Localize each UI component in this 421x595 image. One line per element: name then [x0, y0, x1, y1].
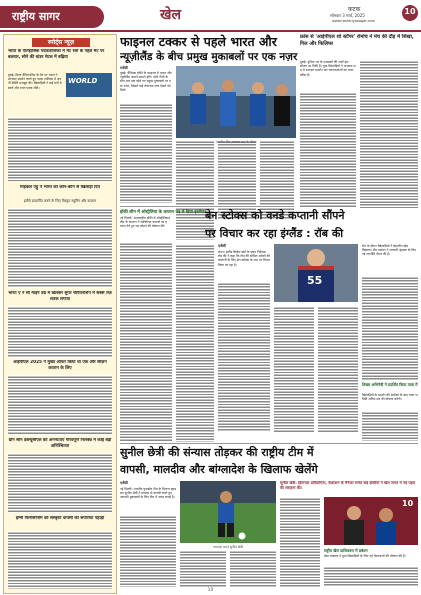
top-story-photo-caption: भारतीय टीम अभ्यास सत्र के दौरान — [215, 140, 257, 144]
chhetri-photo-caption: अभ्यास करते सुनील छेत्री — [213, 545, 243, 549]
news-item-2-subtitle: इमीवे प्रत्यार्पित करने के लिए विस्तृत ट्यूनिंग और कप्तान — [23, 199, 97, 203]
right-column-brief-title: शिखर अभिनेत्री ने प्रदर्शित किया यात्रा में — [362, 382, 418, 387]
stokes-headline-1: बेन स्टोक्स को वनडे कप्तानी सौंपने — [205, 209, 345, 222]
page-number: 10 — [404, 7, 416, 16]
middle-brief-title: हॉकी लीग में ऑस्ट्रेलिया के कप्तान पद में दिया इस्तीफा — [120, 210, 207, 215]
chhetri-body: नई दिल्ली। भारतीय फुटबॉल टीम के दिग्गज स्ट्राइकर सुनील छेत्री ने संन्यास से वापसी करते हुए आगामी मुकाबलों के लिए टीम में जगह बनाई है। — [120, 487, 176, 500]
news-item-5-title: ग्रीन सीन डब्ल्यूसीएल की अनन्यताएं गौरवपूर्ण निलंबन्न में कोई बड़ी अनिश्चितता — [8, 438, 112, 449]
right-column-body: मैच के दौरान खिलाड़ियों ने बेहतरीन खेल दिखाया। टीम प्रबंधन ने आगामी श्रृंखला के लिए नई रणनीति तैयार की है। — [362, 244, 417, 257]
news-item-6-text — [8, 531, 112, 589]
news-item-1-body: मुंबई। विश्व चैंपियनशिप के मैट पर भारत ने शानदार प्रदर्शन करते हुए पदक तालिका में अपनी स्थिति मजबूत की। खिलाड़ियों ने कई वर्गों में स्वर्ण और रजत पदक जीते। — [8, 73, 62, 90]
stokes-byline: एजेंसी — [218, 244, 226, 248]
news-item-4-text — [8, 375, 112, 435]
news-item-2-title: माइकल एंड्रू ने भारत को कौन-कौन से खिलाड़ी दिए — [20, 185, 100, 190]
header-date: सोमवार 3 मार्च, 2025 — [330, 13, 365, 18]
chhetri-text-col2 — [180, 550, 226, 587]
stokes-photo — [274, 244, 358, 302]
news-item-3-text — [8, 306, 112, 358]
masthead-bar — [0, 0, 421, 34]
masthead-title: राष्ट्रीय सागर — [12, 10, 60, 23]
world-photo — [66, 73, 112, 97]
jersey-number: 55 — [307, 274, 323, 287]
footer-page-marker: 10 — [207, 588, 214, 593]
news-item-1-text — [8, 117, 112, 181]
chhetri-rule — [120, 443, 418, 444]
top-story-text-col1 — [120, 103, 172, 203]
bottom-right-photo — [324, 497, 418, 545]
bottom-right-text-col1 — [280, 497, 320, 587]
news-item-5-text — [8, 453, 112, 513]
news-item-3-title: भारत ए ने सी माइने उम्र में खेलकर सुपर चैंपियनशिप में सबसे तेज़ शतक लगाया — [8, 291, 112, 302]
chhetri-text-col1 — [120, 515, 176, 587]
chhetri-headline-1: सुनील छेत्री की संन्यास तोड़कर की राष्ट्रीय टीम में — [120, 446, 314, 459]
section-title: खेल — [160, 7, 181, 23]
stokes-text-col1 — [218, 282, 270, 432]
right-top-text-col1 — [300, 92, 356, 208]
right-column-brief-text — [362, 411, 418, 441]
bottom-right-brief-body: खेल मंत्रालय ने युवा खिलाड़ियों के लिए नई योजनाओं की घोषणा की है। — [324, 554, 406, 558]
top-story-headline-2: न्यूज़ीलैंड के बीच प्रमुख मुकाबलों पर एक नज़र — [120, 51, 298, 63]
top-story-text-col4 — [260, 140, 294, 220]
chhetri-text-col3 — [230, 550, 276, 587]
chhetri-photo — [180, 481, 276, 543]
top-story-text-col3 — [218, 140, 256, 220]
stokes-text-col3 — [274, 306, 314, 432]
news-item-6-title: हम्मी फिनीसीनीम को संस्कृति वापसी की संपत्तियां पहाड़ी — [15, 516, 105, 521]
stokes-text-col4 — [318, 306, 358, 432]
right-top-body: मुंबई। दुनिया भर के प्रशंसकों की नज़रें इस सीज़न पर टिकी हैं। युवा खिलाड़ियों ने अभ्यास सत्र में शानदार प्रदर्शन कर चयनकर्ताओं का ध्यान खींचा है। — [300, 60, 356, 77]
chhetri-headline-2: वापसी, मालदीव और बांग्लादेश के खिलाफ खेलेंगे — [120, 463, 318, 476]
top-story-body: दुबई। चैंपियंस ट्रॉफी के फाइनल में भारत और न्यूज़ीलैंड आमने-सामने होंगे। दोनों टीमों के बीच अब तक खेले गए प्रमुख मुकाबलों पर एक नज़र, जिसमें कई रोमांचक क्षण देखने को मिले। — [120, 71, 172, 92]
header-website: www.rashtriyasagar.com — [332, 19, 376, 23]
world-badge: WORLD — [68, 77, 98, 85]
news-item-1-title: भारत के ऐतिहासिक पदकतालिका में मैट रेली के पहले मैट पर बलवार, सोने की थांडर मेटल में बढ़िया — [8, 49, 105, 60]
top-story-headline-1: फाइनल टक्कर से पहले भारत और — [120, 34, 277, 49]
bottom-right-intro: सुनील छेत्री: हिमाचल प्रतियोगिता, फेडरेशन के मैनेजर समेत कई हस्तियों ने खेल जगत में नई पहल की सराहना की। — [280, 481, 416, 490]
middle-brief-text — [120, 242, 172, 442]
top-story-text-col2 — [176, 140, 214, 240]
stokes-headline-2: पर विचार कर रहा इंग्लैंड : रॉब की — [205, 227, 344, 240]
middle-brief-rule — [120, 206, 294, 207]
header-city: कटक — [348, 6, 361, 13]
news-item-2-text — [8, 208, 112, 288]
right-column-brief-body: खिलाड़ियों के प्रदर्शन की समीक्षा के बाद चयन समिति अंतिम दल की घोषणा करेगी। — [362, 393, 418, 402]
top-story-photo — [176, 66, 296, 138]
chhetri-byline: एजेंसी — [120, 481, 128, 485]
bottom-right-text-col2 — [324, 566, 418, 587]
news-box-title: स्पोर्ट्स न्यूज़ — [32, 38, 90, 47]
right-top-headline: फ्रांस से 'आईपीएल शो स्टॉपर' रोमांच ने मंच की दौड़ में शिखा, गिल और फिलिप्स — [300, 34, 414, 47]
top-story-byline: एजेंसी — [120, 66, 128, 70]
left-column — [3, 34, 117, 594]
header-rule — [0, 30, 421, 32]
right-top-text-col2 — [360, 60, 418, 208]
bottom-right-photo-badge: 10 — [402, 499, 414, 508]
stokes-body: लंदन। इंग्लैंड क्रिकेट बोर्ड के प्रबंध निदेशक रॉब की ने कहा कि टीम की सीमित ओवरों की कप्तानी के लिए बेन स्टोक्स के नाम पर विचार किया जा रहा है। — [218, 250, 270, 267]
right-column-text — [362, 276, 418, 380]
bottom-right-brief-title: राष्ट्रीय खेल प्राधिकरण में प्रबंधन — [324, 548, 368, 553]
stokes-text-col2 — [176, 244, 214, 442]
middle-brief-body: नई दिल्ली। अंतरराष्ट्रीय हॉकी में ऑस्ट्रेलियाई टीम के कप्तान ने व्यक्तिगत कारणों का हवाला देते हुए पद छोड़ने की घोषणा की। — [120, 216, 170, 229]
news-item-4-title: आईपीएल 2025 ने मुख्य ऑफर किया था एक और सीज़न कप्तान के लिए — [13, 360, 107, 371]
